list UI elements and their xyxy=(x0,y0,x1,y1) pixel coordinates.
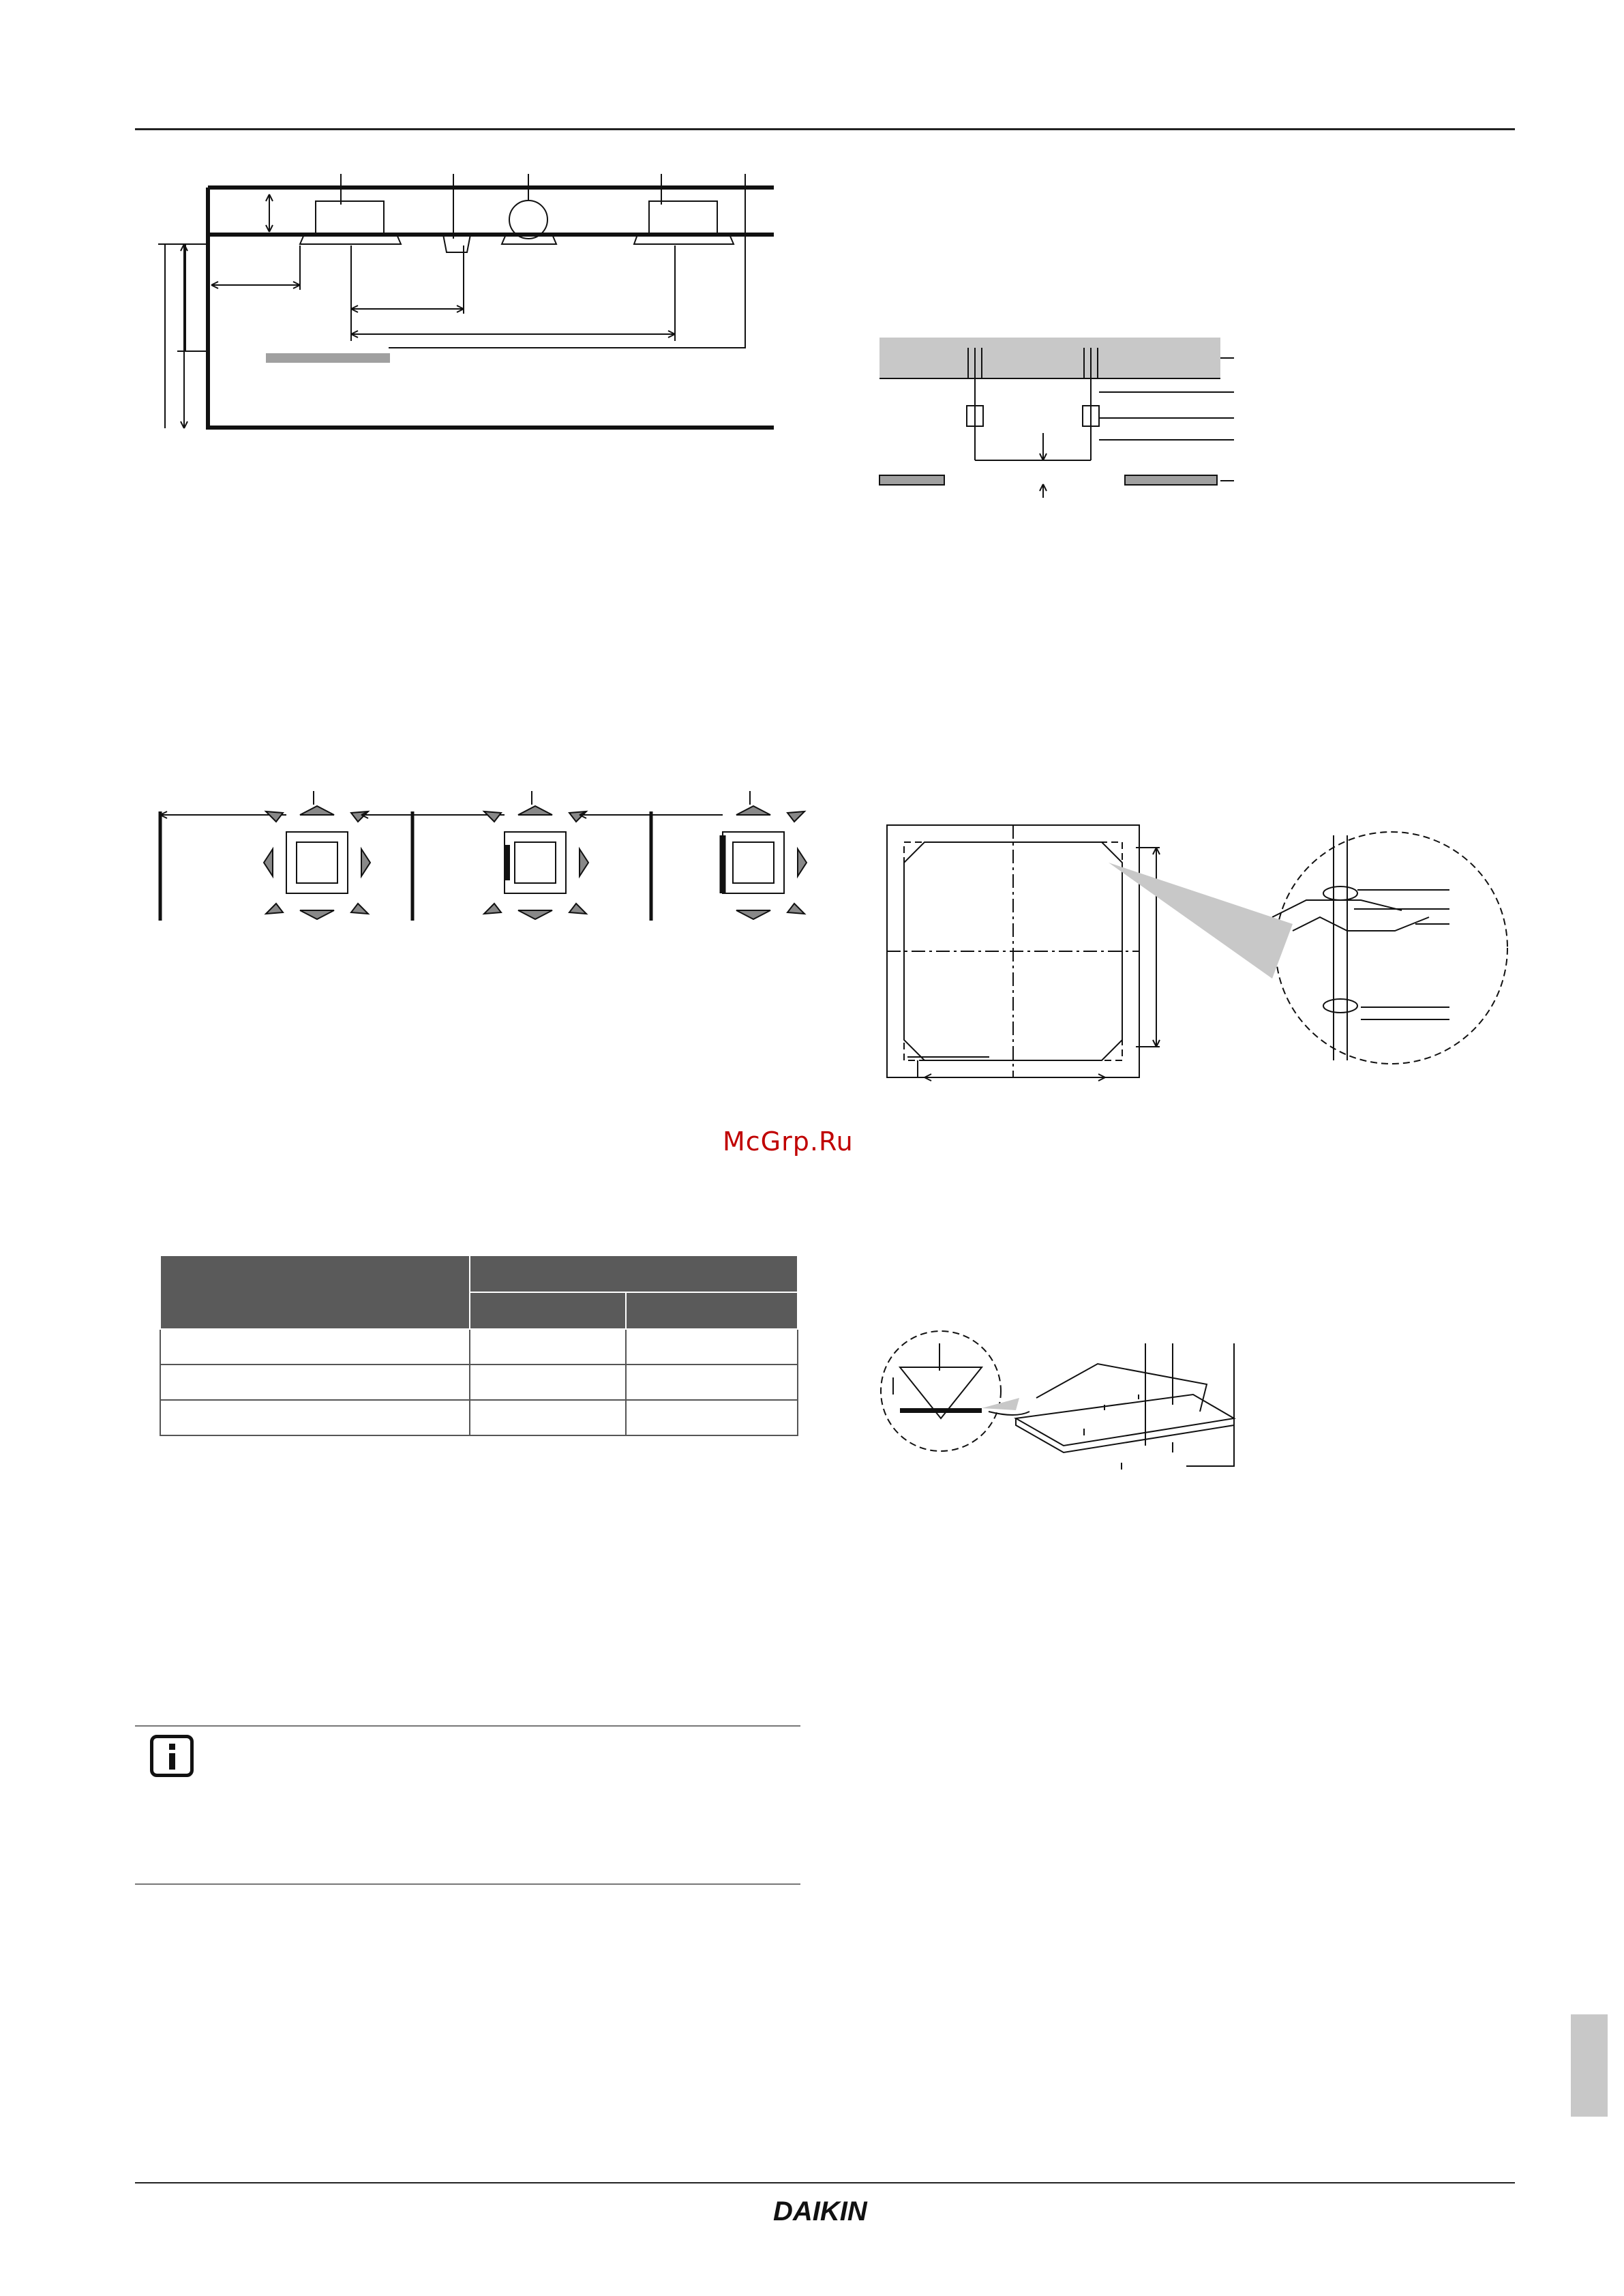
watermark: McGrp.Ru xyxy=(723,1127,854,1157)
side-tab-marker xyxy=(1571,2014,1608,2117)
table-cell xyxy=(626,1400,798,1435)
table-cell xyxy=(470,1329,626,1365)
info-note xyxy=(135,1725,800,1883)
table-row xyxy=(160,1400,798,1435)
table-row xyxy=(160,1365,798,1400)
table-cell xyxy=(160,1400,470,1435)
table-cell xyxy=(470,1365,626,1400)
table-cell xyxy=(626,1365,798,1400)
figure-panel-mounting xyxy=(879,1330,1261,1548)
header-rule xyxy=(135,128,1515,130)
info-icon xyxy=(150,1735,194,1777)
header-cell xyxy=(626,1292,798,1329)
footer-rule xyxy=(135,2182,1515,2183)
daikin-logo xyxy=(773,2193,882,2228)
header-cell xyxy=(470,1255,798,1292)
table-cell xyxy=(626,1329,798,1365)
table-row xyxy=(160,1329,798,1365)
table-cell xyxy=(160,1365,470,1400)
spec-table xyxy=(160,1255,798,1436)
brand-name: DAIKIN xyxy=(773,2196,867,2226)
header-cell xyxy=(470,1292,626,1329)
info-note-bottom-rule xyxy=(135,1883,800,1885)
figure-airflow-patterns xyxy=(150,784,805,934)
header-cell xyxy=(160,1255,470,1329)
figure-ceiling-section xyxy=(143,164,798,450)
table-cell xyxy=(470,1400,626,1435)
figure-installation-pattern xyxy=(884,822,1524,1081)
table-cell xyxy=(160,1329,470,1365)
figure-suspension-bolts xyxy=(879,331,1248,508)
